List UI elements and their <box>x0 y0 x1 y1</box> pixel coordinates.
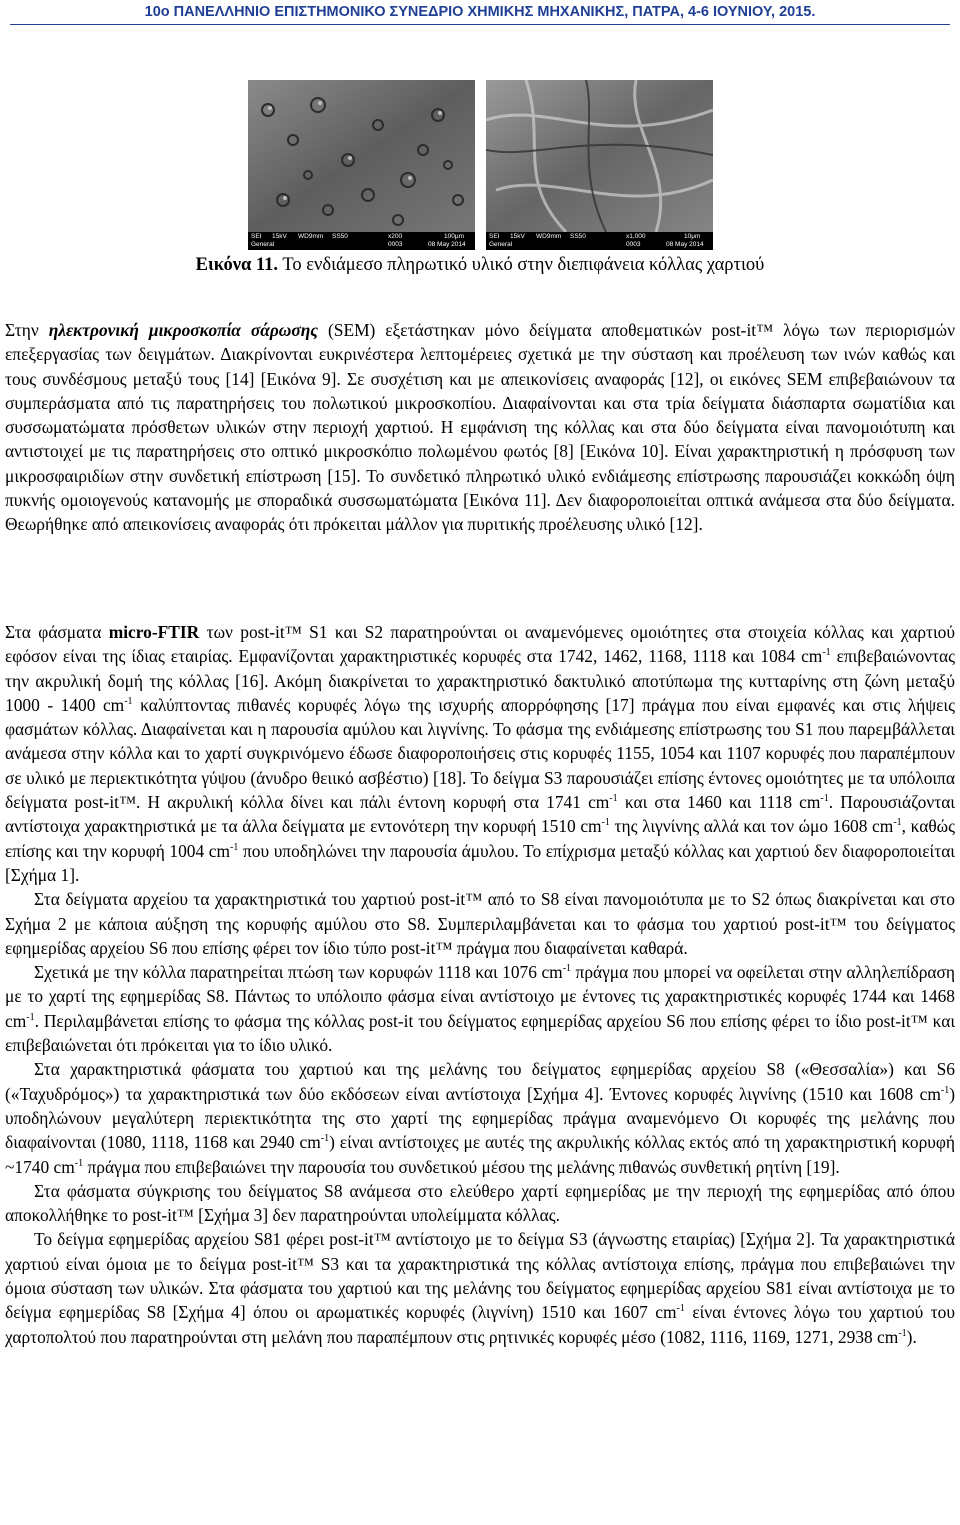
sem-magnification: x200 <box>388 233 403 240</box>
sem-magnification: x1,000 <box>626 233 646 240</box>
sem-info-bar <box>248 232 475 250</box>
sem-date: 08 May 2014 <box>428 241 466 248</box>
sem-scale: 100μm <box>444 233 465 240</box>
p2-text: . Παρουσιάζονται αντίστοιχα χαρακτηριστικά με τα άλλα δείγματα με εντονότερη την κορυφή 1510 cm <box>5 792 955 837</box>
p2-text: και στα 1460 και 1118 cm <box>617 792 821 813</box>
paragraph-comparison: Στα φάσματα σύγκρισης του δείγματος S8 ανάμεσα στο ελεύθερο χαρτί εφημερίδας με την περιοχή της εφημερίδας από όπου αποκολλήθηκε το post-it™ [Σχήμα 3] δεν παρατηρούνται υπολείμματα κόλλας. <box>5 1180 955 1226</box>
unit-superscript: -1 <box>562 963 572 975</box>
p2-text: καλύπτοντας πιθανές κορυφές λόγω της ισχυρής απορρόφησης [17] πράγμα που είναι εμφανές και στις λήψεις φασμάτων κόλλας. Διαφαίνεται και η παρουσία αμύλου και λιγνίνης. Το φάσμα της ενδιάμεσης επίστρωσης του S1 που παρεμβάλλεται ανάμεσα στην κόλλα και το χαρτί συγκρινόμενο έδωσε διαφοροποιήσεις στις κορυφές 1155, 1054 και 1107 κορυφές που παραπέμπουν σε υλικό με περιεκτικότητα γύψου (άνυδρο θειικό ασβέστιο) [18]. Το δείγμα S3 παρουσιάζει επίσης έντονες ομοιότητες με τα υπόλοιπα δείγματα post-it™. Η ακρυλική κόλλα δίνει και πάλι έντονη κορυφή στα 1741 cm <box>5 694 955 813</box>
sem-paragraph-block <box>5 318 955 537</box>
p4-text: πράγμα που μπορεί να οφείλεται στην αλληλεπίδραση με το χαρτί της εφημερίδας S8. Πάντως το υπόλοιπο φάσμα είναι αντίστοιχο με έντονες τις χαρακτηριστικές κορυφές 1744 και 1468 cm <box>5 962 955 1031</box>
sem-voltage: 15kV <box>510 233 525 240</box>
unit-superscript: -1 <box>320 1133 330 1145</box>
p7-text: είναι έντονες λόγω του χαρτιού του χαρτοπολτού που παρατηρούνται στη μελάνη που παραπέμπουν στις ρητινικές κορυφές μέσο (1082, 1116, 1169, 1271, 2938 cm <box>5 1302 955 1347</box>
sem-mode: SEI <box>489 233 500 240</box>
sem-wd: WD9mm <box>298 233 324 240</box>
sem-mode: SEI <box>251 233 262 240</box>
sem-micrograph-texture <box>248 80 475 232</box>
p7-text: ). <box>906 1326 917 1347</box>
sem-scale: 10μm <box>684 233 701 240</box>
unit-superscript: -1 <box>124 695 133 707</box>
unit-superscript: -1 <box>898 1327 907 1339</box>
sem-image-x1000 <box>486 80 713 250</box>
sem-date: 08 May 2014 <box>666 241 704 248</box>
p2-term: micro-FTIR <box>108 622 200 642</box>
paragraph-ftir <box>5 620 955 887</box>
p2-text: Στα φάσματα <box>5 622 109 642</box>
paragraph-archive: Στα δείγματα αρχείου τα χαρακτηριστικά του χαρτιού post-it™ από το S8 είναι πανομοιότυπα με το S2 όπως διακρίνεται και στο Σχήμα 2 με κάποια αύξηση της κορυφής αμύλου στο S8. Συμπεριλαμβάνεται και το φάσμα του χαρτιού post-it™ του δείγματος εφημερίδας αρχείου S6 που επίσης φέρει τον ίδιο τύπο post-it™ πράγμα που διαφαίνεται καθαρά. <box>5 889 955 958</box>
p2-text: που υποδηλώνει την παρουσία άμυλου. Το επίχρισμα μεταξύ κόλλας και χαρτιού δεν διαφοροποιείται [Σχήμα 1]. <box>5 840 955 885</box>
paragraph-sem <box>5 318 955 537</box>
sem-general: General <box>251 241 275 248</box>
unit-superscript: -1 <box>26 1011 35 1023</box>
sem-general: General <box>489 241 513 248</box>
p2-text: της λιγνίνης αλλά και τον ώμο 1608 cm <box>609 816 894 837</box>
sem-spot: SS50 <box>570 233 586 240</box>
sem-number: 0003 <box>388 241 403 248</box>
sem-spot: SS50 <box>332 233 348 240</box>
conference-header: 10ο ΠΑΝΕΛΛΗΝΙΟ ΕΠΙΣΤΗΜΟΝΙΚΟ ΣΥΝΕΔΡΙΟ ΧΗΜΙΚΗΣ ΜΗΧΑΝΙΚΗΣ, ΠΑΤΡΑ, 4-6 ΙΟΥΝΙΟΥ, 2015. <box>144 4 816 20</box>
unit-superscript: -1 <box>601 817 610 829</box>
p5-text: ) υποδηλώνουν μεγαλύτερη περιεκτικότητα της στο χαρτί της εφημερίδας πράγμα αναμενόμενο Οι κορυφές της μελάνης που διαφαίνονται (1080, 1118, 1168 και 2940 cm <box>5 1083 955 1153</box>
figure-caption-text: Το ενδιάμεσο πληρωτικό υλικό στην διεπιφάνεια κόλλας χαρτιού <box>278 255 765 275</box>
paragraph-ink <box>5 1057 955 1178</box>
p7-text: Το δείγμα εφημερίδας αρχείου S81 φέρει post-it™ αντίστοιχο με το δείγμα S3 (άγνωστης εταιρίας) [Σχήμα 2]. Τα χαρακτηριστικά χαρτιού είναι όμοια με το δείγμα post-it™ S3 και τα χαρακτηριστικά της κόλλας αντίστοιχα επίσης, πράγμα που επιβεβαιώνει την όμοια σύσταση των υλικών. Στα φάσματα του χαρτιού και της μελάνης του δείγματος εφημερίδας αρχείου S81 είναι αντίστοιχα με το δείγμα εφημερίδας S8 [Σχήμα 4] όπου οι αρωματικές κορυφές (λιγνίνη) 1510 και 1607 cm <box>5 1229 955 1323</box>
p1-text-c: (SEM) εξετάστηκαν μόνο δείγματα αποθεματικών post-it™ λόγω των περιορισμών επεξεργασίας των δειγμάτων. Διακρίνονται ευκρινέστερα λεπτομέρειες σχετικά με την σύσταση και προέλευση των ινών καθώς και τους συνδέσμους μεταξύ τους [14] [Εικόνα 9]. Σε συσχέτιση και με απεικονίσεις αναφοράς [12], οι εικόνες SEM επιβεβαιώνουν τα συμπεράσματα από τις παρατηρήσεις του πολωτικού μικροσκοπίου. Διαφαίνονται και στα τρία δείγματα διάσπαρτα σωματίδια και συσσωματώματα πρόσθετων υλικών στην περιοχή χαρτιού. Η εμφάνιση της κόλλας και στα δύο δείγματα είναι πανομοιότυπη και αντιστοιχεί με τις παρατηρήσεις στο οπτικό μικροσκόπιο πολωμένου φωτός [8] [Εικόνα 10]. Είναι χαρακτηριστική η πρόσφυση των μικροσφαιριδίων στην συνδετική επίστρωση [15]. Το συνδετικό πληρωτικό υλικό ενδιάμεσης επίστρωσης παρουσιάζει κοκκώδη όψη πυκνής ομοιογενούς κατανομής με σποραδικά συσσωματώματα [Εικόνα 11]. Δεν διαφοροποιείται οπτικά ανάμεσα στα δύο δείγματα. Θεωρήθηκε από απεικονίσεις αναφοράς ότι πρόκειται μάλλον για πυριτικής προέλευσης υλικό [12]. <box>5 320 955 535</box>
p4-text: . Περιλαμβάνεται επίσης το φάσμα της κόλλας post-it του δείγματος εφημερίδας αρχείου S6 που επίσης φέρει το ίδιο post-it™ και επιβεβαιώνεται ότι πρόκειται για το ίδιο υλικό. <box>5 1010 955 1056</box>
unit-superscript: -1 <box>820 793 829 805</box>
p5-text: Στα χαρακτηριστικά φάσματα του χαρτιού και της μελάνης του δείγματος εφημερίδας αρχείου S8 («Θεσσαλία») και S6 («Ταχυδρόμος») τα χαρακτηριστικά των δύο εκδόσεων είναι αντίστοιχα [Σχήμα 4]. Έντονες κορυφές λιγνίνης (1510 και 1608 cm <box>5 1059 955 1104</box>
unit-superscript: -1 <box>822 647 831 659</box>
sem-wd: WD9mm <box>536 233 562 240</box>
paragraph-glue <box>5 960 955 1057</box>
sem-image-x200 <box>248 80 475 250</box>
unit-superscript: -1 <box>609 793 618 805</box>
sem-info-bar <box>486 232 713 250</box>
p2-text: των post-it™ S1 και S2 παρατηρούνται οι αναμενόμενες ομοιότητες στα στοιχεία κόλλας και χαρτιού εφόσον είναι της ίδιας εταιρίας. Εμφανίζονται χαρακτηριστικές κορυφές στα 1742, 1462, 1168, 1118 και 1084 cm <box>5 622 955 667</box>
p1-term: ηλεκτρονική μικροσκοπία σάρωσης <box>48 320 319 340</box>
p1-text-a: Στην <box>5 320 49 340</box>
unit-superscript: -1 <box>893 817 902 829</box>
p2-text: επιβεβαιώνοντας την ακρυλική δομή της κόλλας [16]. Ακόμη διακρίνεται το χαρακτηριστικό δακτυλικό αποτύπωμα της κυτταρίνης στη ζώνη μεταξύ 1000 - 1400 cm <box>5 646 955 715</box>
p5-text: πράγμα που επιβεβαιώνει την παρουσία του συνδετικού μέσου της μελάνης πιθανώς συνθετική ρητίνη [19]. <box>83 1156 840 1177</box>
p2-text: , καθώς επίσης και την κορυφή 1004 cm <box>5 816 956 861</box>
header-rule <box>10 24 950 25</box>
unit-superscript: -1 <box>940 1084 950 1096</box>
unit-superscript: -1 <box>230 841 239 853</box>
sem-number: 0003 <box>626 241 641 248</box>
p5-text: ) είναι αντίστοιχες με αυτές της ακρυλικής κόλλας εκτός από τη χαρακτηριστική κορυφή ~1740 cm <box>5 1132 955 1177</box>
sem-voltage: 15kV <box>272 233 287 240</box>
unit-superscript: -1 <box>676 1303 685 1315</box>
figure-label: Εικόνα 11. <box>195 255 279 275</box>
p4-text: Σχετικά με την κόλλα παρατηρείται πτώση των κορυφών 1118 και 1076 cm <box>34 962 563 983</box>
ftir-paragraph-block <box>5 620 955 1349</box>
unit-superscript: -1 <box>74 1157 84 1169</box>
paragraph-s81 <box>5 1227 955 1348</box>
sem-micrograph-texture <box>486 80 713 232</box>
figure-caption <box>0 255 960 276</box>
